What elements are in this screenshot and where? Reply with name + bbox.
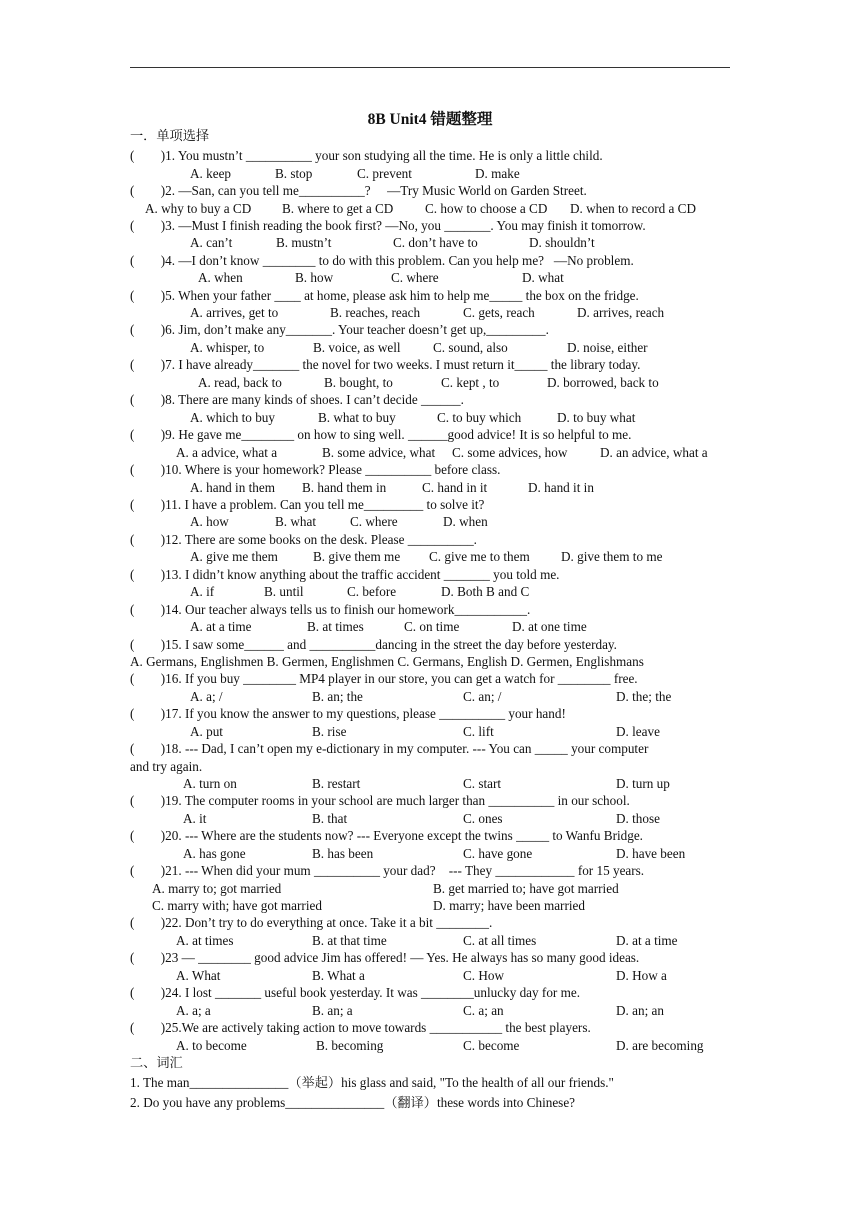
option-18-b: B. restart [312,776,361,791]
option-3-b: B. mustn’t [276,235,332,250]
option-7-d: D. borrowed, back to [547,375,659,390]
option-8-d: D. to buy what [557,410,636,425]
option-1-d: D. make [475,166,520,181]
section-heading-2: 二、词汇 [130,1055,183,1070]
option-24-d: D. an; an [616,1003,664,1018]
option-6-b: B. voice, as well [313,340,401,355]
option-14-a: A. at a time [190,619,252,634]
option-7-c: C. kept , to [441,375,500,390]
question-stem-6: ( )6. Jim, don’t make any_______. Your teacher doesn’t get up,_________. [130,322,549,337]
option-8-c: C. to buy which [437,410,522,425]
option-9-a: A. a advice, what a [176,445,278,460]
section-heading-1: 一．单项选择 [130,128,210,143]
question-stem-25: ( )25.We are actively taking action to move towards ___________ the best players. [130,1020,591,1035]
option-25-b: B. becoming [316,1038,384,1053]
question-stem-5: ( )5. When your father ____ at home, please ask him to help me_____ the box on the fridge. [130,288,639,303]
option-3-d: D. shouldn’t [529,235,595,250]
option-5-a: A. arrives, get to [190,305,279,320]
header-rule [130,67,730,68]
question-stem-14: ( )14. Our teacher always tells us to finish our homework___________. [130,602,531,617]
option-19-d: D. those [616,811,660,826]
option-23-c: C. How [463,968,505,983]
option-21-c: C. marry with; have got married [152,898,322,913]
question-stem-1: ( )1. You mustn’t __________ your son studying all the time. He is only a little child. [130,148,603,163]
option-20-c: C. have gone [463,846,533,861]
option-23-a: A. What [176,968,221,983]
option-21-d: D. marry; have been married [433,898,585,913]
option-2-d: D. when to record a CD [570,201,696,216]
option-1-a: A. keep [190,166,232,181]
option-14-b: B. at times [307,619,364,634]
option-23-d: D. How a [616,968,667,983]
option-4-d: D. what [522,270,564,285]
question-stem-16: ( )16. If you buy ________ MP4 player in our store, you can get a watch for ________ free. [130,671,638,686]
question-stem-24: ( )24. I lost _______ useful book yesterday. It was ________unlucky day for me. [130,985,581,1000]
question-stem-11: ( )11. I have a problem. Can you tell me_________ to solve it? [130,497,485,512]
option-20-a: A. has gone [183,846,246,861]
option-24-a: A. a; a [176,1003,211,1018]
option-8-a: A. which to buy [190,410,275,425]
question-stem-3: ( )3. —Must I finish reading the book first? —No, you _______. You may finish it tomorrow. [130,218,646,233]
option-19-b: B. that [312,811,348,826]
option-21-b: B. get married to; have got married [433,881,619,896]
option-18-a: A. turn on [183,776,237,791]
option-18-c: C. start [463,776,502,791]
option-11-d: D. when [443,514,488,529]
option-14-d: D. at one time [512,619,587,634]
option-10-b: B. hand them in [302,480,387,495]
option-8-b: B. what to buy [318,410,396,425]
option-10-c: C. hand in it [422,480,488,495]
option-3-a: A. can’t [190,235,233,250]
option-12-a: A. give me them [190,549,278,564]
option-19-a: A. it [183,811,207,826]
question-stem-4: ( )4. —I don’t know ________ to do with this problem. Can you help me? —No problem. [130,253,634,268]
option-12-c: C. give me to them [429,549,530,564]
option-4-c: C. where [391,270,439,285]
option-9-c: C. some advices, how [452,445,568,460]
option-14-c: C. on time [404,619,460,634]
option-16-c: C. an; / [463,689,502,704]
option-5-d: D. arrives, reach [577,305,665,320]
option-12-b: B. give them me [313,549,401,564]
option-6-d: D. noise, either [567,340,648,355]
option-2-c: C. how to choose a CD [425,201,548,216]
option-22-c: C. at all times [463,933,537,948]
option-11-b: B. what [275,514,317,529]
option-17-b: B. rise [312,724,347,739]
option-7-a: A. read, back to [198,375,282,390]
option-18-d: D. turn up [616,776,670,791]
question-stem-18-cont: and try again. [130,759,203,774]
option-10-a: A. hand in them [190,480,275,495]
option-2-b: B. where to get a CD [282,201,394,216]
option-22-b: B. at that time [312,933,387,948]
option-21-a: A. marry to; got married [152,881,282,896]
option-20-b: B. has been [312,846,374,861]
option-11-a: A. how [190,514,229,529]
question-stem-10: ( )10. Where is your homework? Please __________ before class. [130,462,501,477]
option-17-a: A. put [190,724,223,739]
option-16-a: A. a; / [190,689,223,704]
option-3-c: C. don’t have to [393,235,478,250]
question-stem-17: ( )17. If you know the answer to my questions, please __________ your hand! [130,706,566,721]
option-25-d: D. are becoming [616,1038,704,1053]
question-stem-19: ( )19. The computer rooms in your school are much larger than __________ in our school. [130,793,630,808]
question-stem-13: ( )13. I didn’t know anything about the traffic accident _______ you told me. [130,567,560,582]
option-10-d: D. hand it in [528,480,594,495]
option-5-c: C. gets, reach [463,305,535,320]
option-1-c: C. prevent [357,166,412,181]
option-7-b: B. bought, to [324,375,393,390]
option-24-c: C. a; an [463,1003,504,1018]
option-1-b: B. stop [275,166,313,181]
option-17-c: C. lift [463,724,494,739]
option-6-c: C. sound, also [433,340,508,355]
option-19-c: C. ones [463,811,503,826]
question-stem-18: ( )18. --- Dad, I can’t open my e-dictionary in my computer. --- You can _____ your computer [130,741,649,756]
option-23-b: B. What a [312,968,365,983]
option-5-b: B. reaches, reach [330,305,421,320]
option-13-c: C. before [347,584,397,599]
question-stem-9: ( )9. He gave me________ on how to sing well. ______good advice! It is so helpful to me. [130,427,632,442]
option-4-a: A. when [198,270,243,285]
option-11-c: C. where [350,514,398,529]
option-9-b: B. some advice, what [322,445,436,460]
page-title: 8B Unit4 错题整理 [367,111,493,128]
option-13-a: A. if [190,584,215,599]
option-4-b: B. how [295,270,334,285]
question-stem-21: ( )21. --- When did your mum __________ your dad? --- They ____________ for 15 years. [130,863,645,878]
option-15-a: A. Germans, Englishmen B. Germen, Englishmen C. Germans, English D. Germen, Englishmans [130,654,644,669]
option-13-b: B. until [264,584,304,599]
option-17-d: D. leave [616,724,660,739]
question-stem-23: ( )23 — ________ good advice Jim has offered! — Yes. He always has so many good ideas. [130,950,640,965]
option-2-a: A. why to buy a CD [145,201,252,216]
question-stem-15: ( )15. I saw some______ and __________dancing in the street the day before yesterday. [130,637,617,652]
question-stem-22: ( )22. Don’t try to do everything at once. Take it a bit ________. [130,915,493,930]
option-12-d: D. give them to me [561,549,663,564]
option-16-b: B. an; the [312,689,363,704]
question-stem-8: ( )8. There are many kinds of shoes. I can’t decide ______. [130,392,464,407]
option-13-d: D. Both B and C [441,584,530,599]
option-24-b: B. an; a [312,1003,353,1018]
option-16-d: D. the; the [616,689,672,704]
vocab-item-2: 2. Do you have any problems_______________（翻译）these words into Chinese? [130,1095,576,1110]
option-25-c: C. become [463,1038,520,1053]
question-stem-7: ( )7. I have already_______ the novel for two weeks. I must return it_____ the library today. [130,357,641,372]
option-9-d: D. an advice, what a [600,445,708,460]
option-25-a: A. to become [176,1038,247,1053]
option-22-d: D. at a time [616,933,678,948]
question-stem-12: ( )12. There are some books on the desk. Please __________. [130,532,477,547]
option-20-d: D. have been [616,846,686,861]
question-stem-2: ( )2. —San, can you tell me__________? —Try Music World on Garden Street. [130,183,587,198]
vocab-item-1: 1. The man_______________（举起）his glass and said, "To the health of all our friends." [130,1075,614,1090]
option-22-a: A. at times [176,933,234,948]
question-stem-20: ( )20. --- Where are the students now? --- Everyone except the twins _____ to Wanfu Bridge. [130,828,643,843]
option-6-a: A. whisper, to [190,340,265,355]
